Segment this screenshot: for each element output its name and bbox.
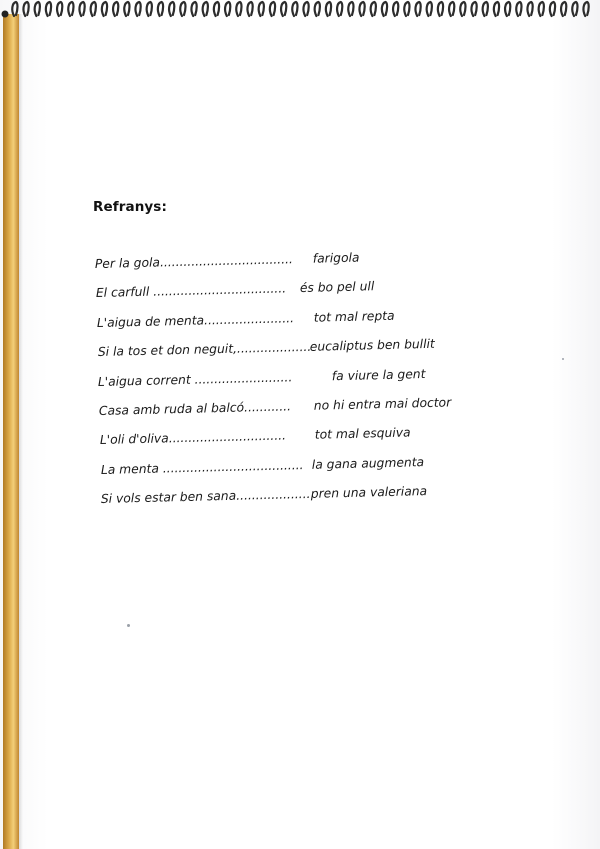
saying-row	[100, 484, 428, 514]
saying-end: no hi entra mai doctor	[313, 395, 452, 413]
page-edge-strip	[3, 14, 19, 849]
saying-end: fa viure la gent	[331, 366, 426, 384]
spiral-ring	[124, 2, 129, 16]
spiral-ring	[46, 2, 51, 16]
spiral-ring	[382, 2, 387, 16]
spiral-ring	[460, 2, 465, 16]
saying-row	[98, 395, 452, 426]
spiral-ring	[404, 2, 409, 16]
page-edge-shadow	[19, 14, 23, 849]
paper-speck	[562, 358, 564, 360]
spiral-binding	[0, 0, 600, 20]
spiral-ring	[337, 2, 342, 16]
spiral-ring	[91, 2, 96, 16]
spiral-ring	[292, 2, 297, 16]
spiral-ring	[359, 2, 364, 16]
spiral-ring	[180, 2, 185, 16]
spiral-ring	[527, 2, 532, 16]
spiral-ring	[247, 2, 252, 16]
spiral-ring	[449, 2, 454, 16]
spiral-ring	[427, 2, 432, 16]
spiral-ring	[135, 2, 140, 16]
spiral-ring	[57, 2, 62, 16]
spiral-ring	[79, 2, 84, 16]
spiral-ring	[259, 2, 264, 16]
spiral-ring	[415, 2, 420, 16]
paper-speck	[127, 624, 130, 627]
spiral-ring	[583, 2, 588, 16]
saying-end: eucaliptus ben bullit	[309, 336, 435, 354]
spiral-ring	[438, 2, 443, 16]
spiral-ring	[68, 2, 73, 16]
spiral-ring	[326, 2, 331, 16]
spiral-ring	[12, 2, 17, 16]
saying-row	[100, 455, 425, 485]
saying-start: La menta ....................................	[100, 458, 304, 477]
saying-start: Per la gola..................................	[94, 252, 294, 271]
spiral-ring	[516, 2, 521, 16]
saying-row	[96, 308, 395, 338]
saying-row	[97, 366, 426, 397]
page-title: Refranys:	[93, 199, 167, 215]
saying-end: pren una valeriana	[310, 484, 428, 501]
spiral-ring	[483, 2, 488, 16]
spiral-ring	[113, 2, 118, 16]
saying-start: Si la tos et don neguit,...................	[97, 339, 312, 359]
spiral-ring	[147, 2, 152, 16]
saying-end: és bo pel ull	[299, 279, 375, 296]
spiral-ring	[102, 2, 107, 16]
spiral-ring	[225, 2, 230, 16]
spiral-ring	[550, 2, 555, 16]
saying-end: la gana augmenta	[311, 455, 425, 472]
saying-row	[99, 425, 411, 455]
spiral-ring	[393, 2, 398, 16]
spiral-ring	[203, 2, 208, 16]
spiral-ring	[505, 2, 510, 16]
spiral-ring	[539, 2, 544, 16]
spiral-ring	[471, 2, 476, 16]
saying-start: Casa amb ruda al balcó............	[98, 399, 292, 418]
saying-end: farigola	[312, 250, 360, 266]
spiral-ring	[191, 2, 196, 16]
saying-end: tot mal esquiva	[314, 425, 411, 442]
saying-row	[94, 250, 360, 279]
spiral-ring	[23, 2, 28, 16]
spiral-ring	[315, 2, 320, 16]
saying-start: L'oli d'oliva..............................	[99, 428, 287, 447]
saying-start: L'aigua de menta.......................	[96, 311, 295, 330]
spiral-ring	[236, 2, 241, 16]
saying-start: L'aigua corrent .........................	[97, 370, 293, 389]
spiral-ring	[371, 2, 376, 16]
spiral-ring	[494, 2, 499, 16]
spiral-ring	[572, 2, 577, 16]
spiral-ring	[158, 2, 163, 16]
saying-start: Si vols estar ben sana...................	[100, 486, 311, 506]
binding-hole	[2, 11, 9, 18]
spiral-ring	[214, 2, 219, 16]
saying-start: El carfull ..................................	[95, 281, 287, 300]
spiral-ring	[348, 2, 353, 16]
spiral-ring	[270, 2, 275, 16]
spiral-ring	[561, 2, 566, 16]
saying-end: tot mal repta	[313, 308, 395, 325]
saying-row	[97, 336, 435, 367]
spiral-ring	[281, 2, 286, 16]
saying-row	[95, 279, 375, 308]
spiral-ring	[169, 2, 174, 16]
spiral-ring	[35, 2, 40, 16]
spiral-ring	[303, 2, 308, 16]
